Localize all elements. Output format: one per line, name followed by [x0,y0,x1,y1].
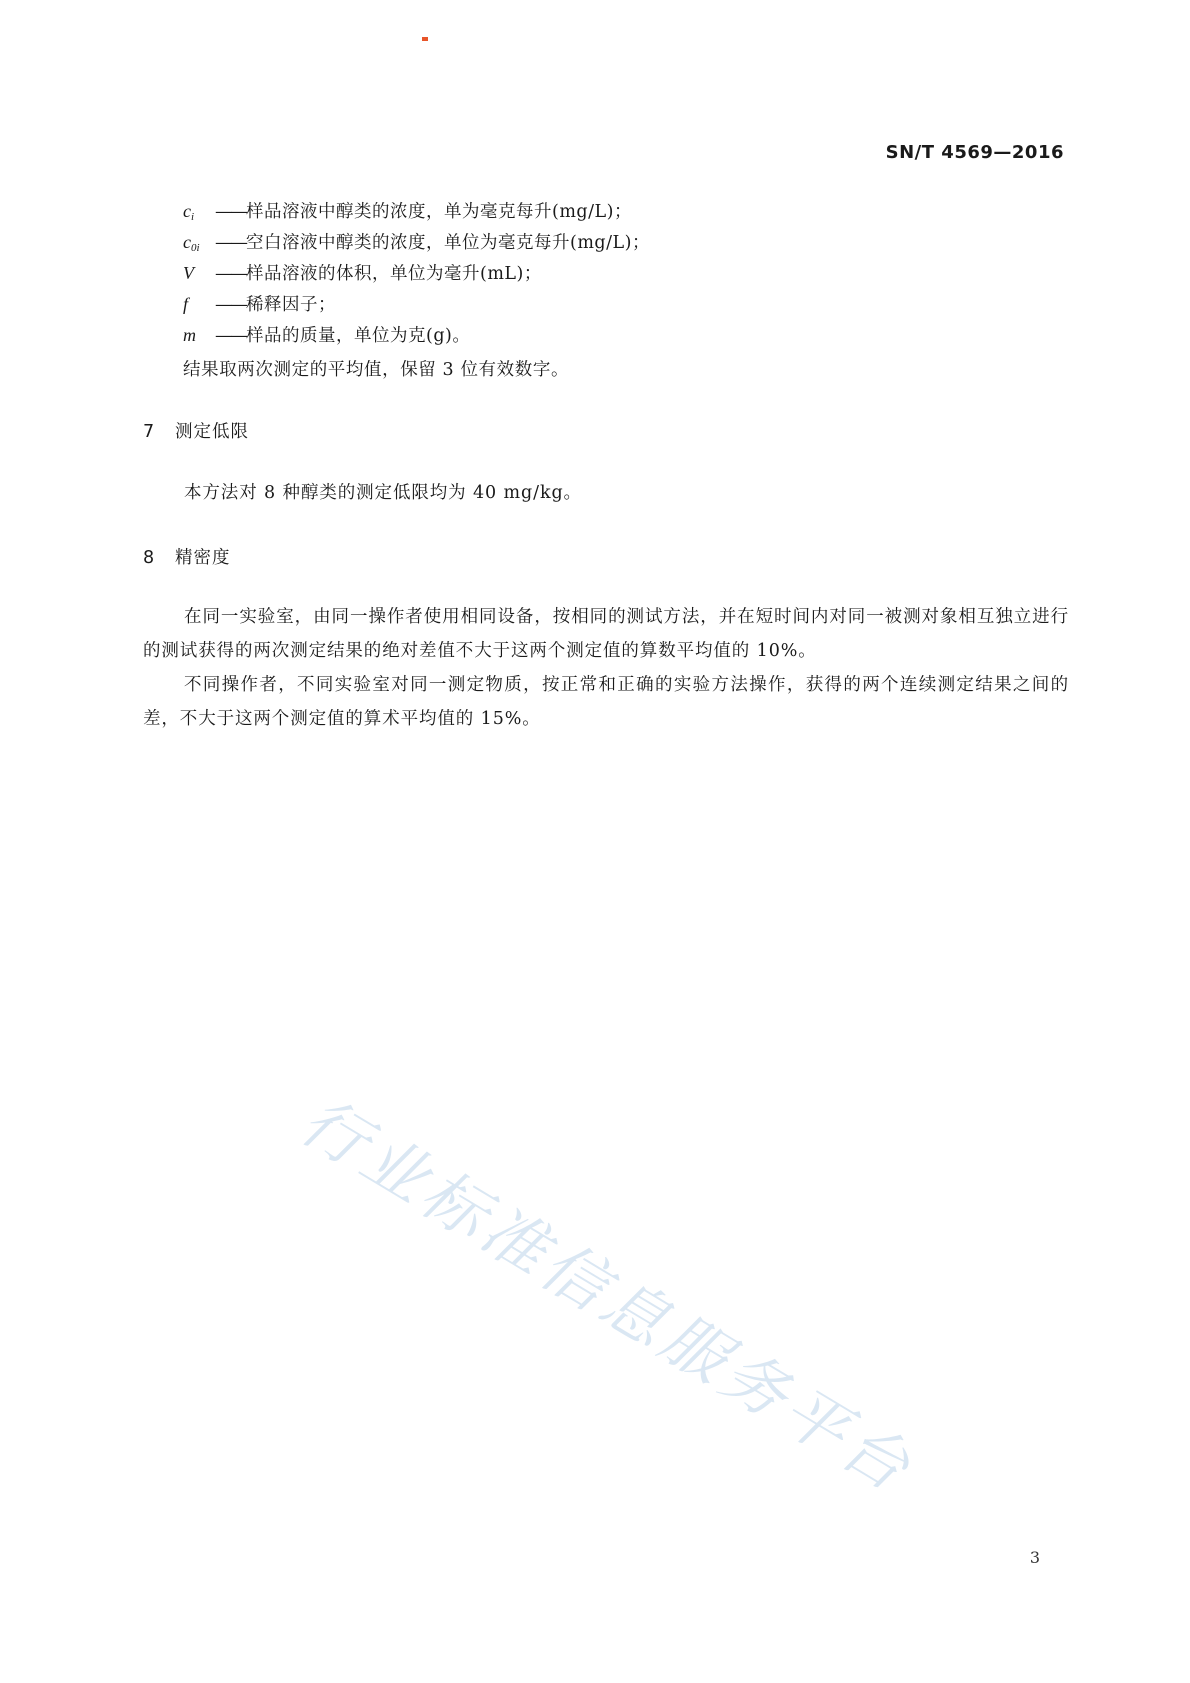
definition-row [183,196,650,227]
definition-text: 空白溶液中醇类的浓度，单位为毫克每升(mg/L)； [246,233,650,253]
definition-symbol: m [183,325,196,345]
section-number: 8 [143,548,155,568]
definition-symbol: V [183,263,194,283]
definition-row [183,289,650,320]
definition-dash: —— [215,202,246,222]
corner-mark [422,37,428,41]
definition-row [183,258,650,289]
definition-row [183,227,650,258]
definition-dash: —— [215,264,246,284]
definition-symbol: f [183,294,189,314]
definition-dash: —— [215,295,246,315]
section-7-paragraph: 本方法对 8 种醇类的测定低限均为 40 mg/kg。 [184,483,582,503]
definition-symbol: $c_i$ [183,201,195,223]
symbol-definitions [183,196,650,351]
definition-dash: —— [215,326,246,346]
definition-dash: —— [215,233,246,253]
definition-row [183,320,650,351]
definition-text: 样品溶液的体积，单位为毫升(mL)； [246,264,542,284]
definition-text: 稀释因子； [246,295,336,315]
section-number: 7 [143,422,155,442]
section-title: 测定低限 [175,422,249,442]
page-number: 3 [1029,1548,1040,1567]
section-heading-8 [143,544,231,569]
section-8-paragraph-1: 在同一实验室，由同一操作者使用相同设备，按相同的测试方法，并在短时间内对同一被测对象相互独立进行的测试获得的两次测定结果的绝对差值不大于这两个测定值的算数平均值的 10%。 [143,607,1069,661]
section-heading-7 [143,418,249,443]
standard-code: SN/T 4569—2016 [885,142,1064,163]
section-title: 精密度 [175,548,231,568]
definition-symbol: $c_{0i}$ [183,232,200,254]
watermark: 行业标准信息服务平台 [287,1084,926,1509]
result-note: 结果取两次测定的平均值，保留 3 位有效数字。 [183,360,570,380]
section-8-paragraph-2: 不同操作者，不同实验室对同一测定物质，按正常和正确的实验方法操作，获得的两个连续测定结果之间的差，不大于这两个测定值的算术平均值的 15%。 [143,675,1069,729]
definition-text: 样品的质量，单位为克(g)。 [246,326,471,346]
definition-text: 样品溶液中醇类的浓度，单为毫克每升(mg/L)； [246,202,632,222]
